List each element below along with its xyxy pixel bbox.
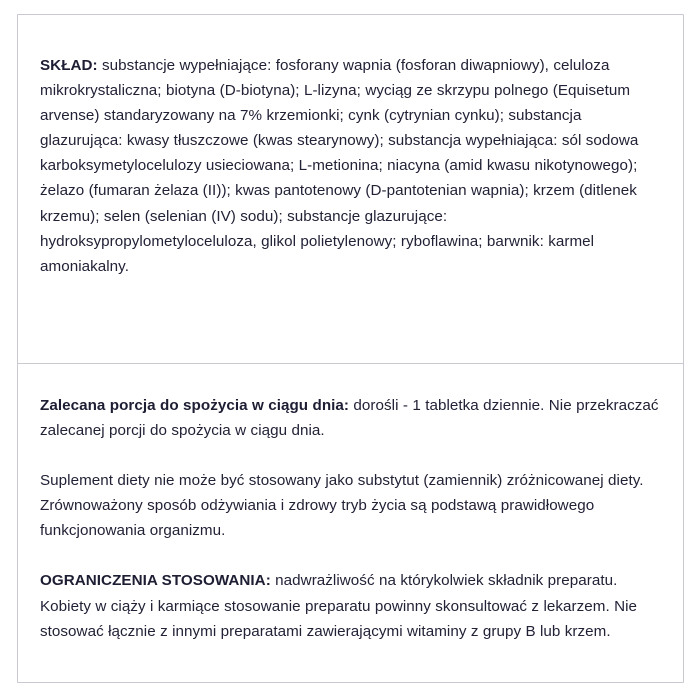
dosage-body: dorośli - 1 tabletka dziennie. Nie przekraczać zalecanej porcji do spożycia w ciągu dnia.	[40, 397, 659, 440]
disclaimer-paragraph	[40, 468, 661, 543]
ingredients-body: substancje wypełniające: fosforany wapnia (fosforan diwapniowy), celuloza mikrokrystaliczna; biotyna (D-biotyna); L-lizyna; wyciąg ze skrzypu polnego (Equisetum arvense) standaryzowany na 7% krzemionki; cynk (cytrynian cynku); substancja glazurująca: kwasy tłuszczowe (kwas stearynowy); substancja wypełniająca: sól sodowa karboksymetylocelulozy usieciowana; L-metionina; niacyna (amid kwasu nikotynowego); żelazo (fumaran żelaza (II)); kwas pantotenowy (D-pantotenian wapnia); krzem (ditlenek krzemu); selen (selenian (IV) sodu); substancje glazurujące: hydroksypropylometyloceluloza, glikol polietylenowy; ryboflawina; barwnik: karmel amoniakalny.	[40, 57, 639, 275]
dosage-paragraph	[40, 393, 661, 443]
ingredients-heading: SKŁAD:	[40, 57, 98, 74]
restrictions-paragraph	[40, 568, 661, 643]
product-label-panel	[17, 14, 684, 683]
ingredients-section	[18, 15, 683, 363]
usage-section	[18, 364, 683, 644]
ingredients-paragraph	[40, 53, 661, 279]
dosage-heading: Zalecana porcja do spożycia w ciągu dnia:	[40, 397, 350, 414]
disclaimer-body: Suplement diety nie może być stosowany jako substytut (zamiennik) zróżnicowanej diety. Zrównoważony sposób odżywiania i zdrowy tryb życia są podstawą prawidłowego funkcjonowania organizmu.	[40, 472, 644, 540]
restrictions-heading: OGRANICZENIA STOSOWANIA:	[40, 572, 271, 590]
restrictions-body: nadwrażliwość na którykolwiek składnik preparatu. Kobiety w ciąży i karmiące stosowanie preparatu powinny skonsultować z lekarzem. Nie stosować łącznie z innymi preparatami zawierającymi witaminy z grupy B lub krzem.	[40, 572, 638, 640]
